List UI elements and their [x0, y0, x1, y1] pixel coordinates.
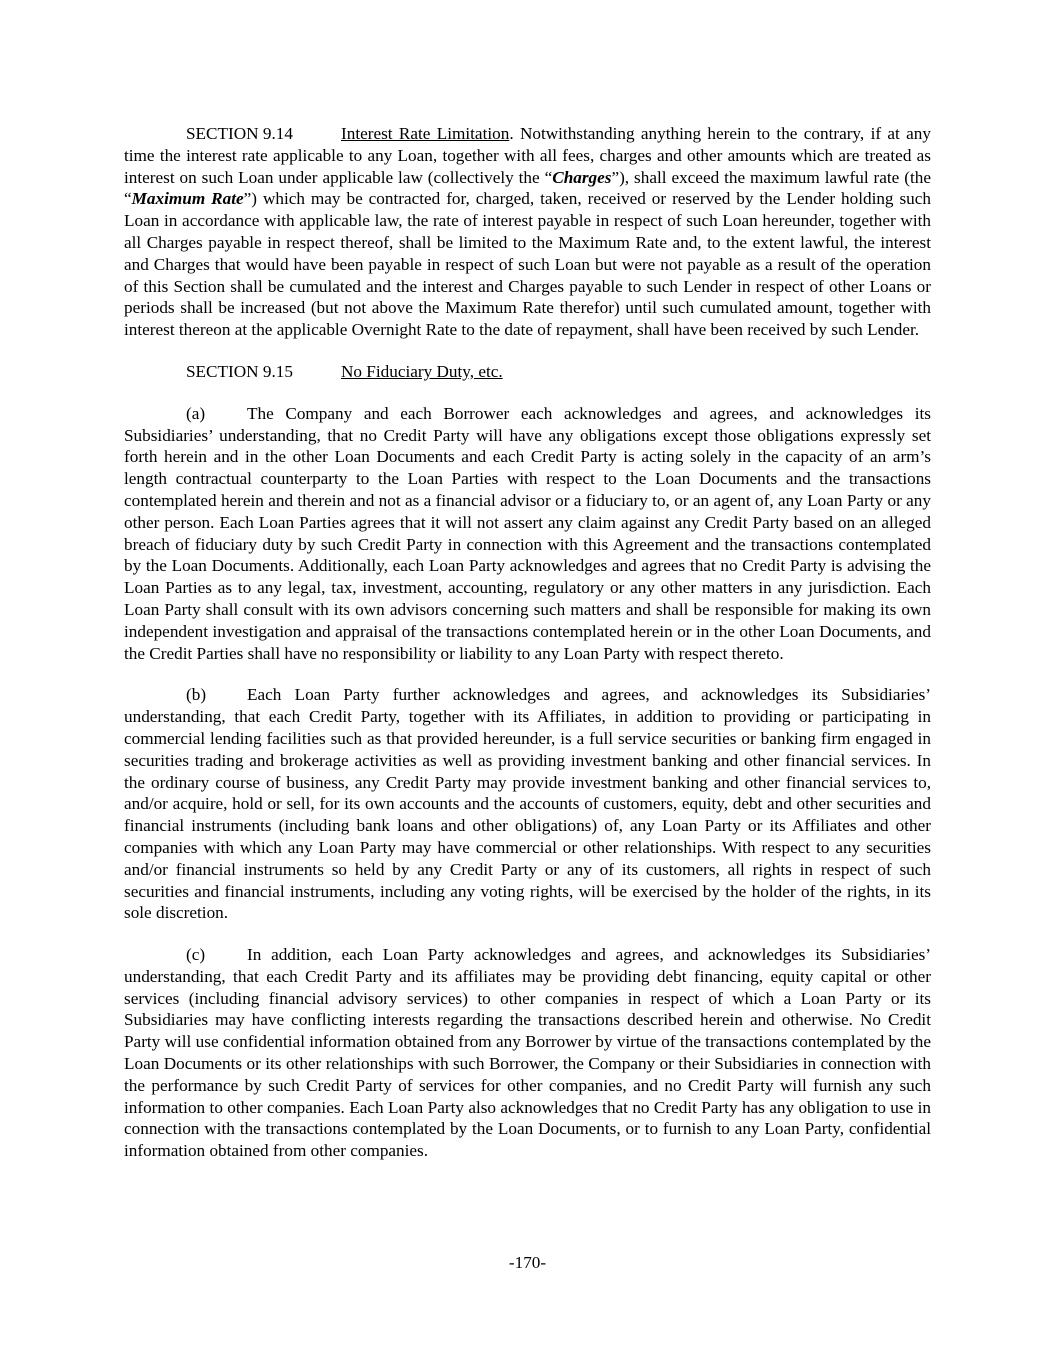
section-9-15-paragraph-b: [124, 684, 931, 924]
paragraph-c-label: (c): [186, 945, 206, 965]
defined-term-charges: Charges: [552, 167, 612, 187]
section-9-14-paragraph: [124, 123, 931, 341]
section-9-15-number: SECTION 9.15: [186, 361, 293, 381]
section-9-14-number: SECTION 9.14: [186, 124, 293, 143]
section-9-14-text-2: ”), shall exceed the maximum lawful rate (the “: [124, 167, 931, 209]
section-9-14-title-period: .: [509, 124, 514, 143]
section-9-15-title: No Fiduciary Duty, etc.: [341, 361, 503, 381]
page-number: -170-: [508, 1253, 547, 1272]
paragraph-a-text: The Company and each Borrower each acknowledges and agrees, and acknowledges its Subsidiaries’ understanding, that no Credit Party will have any obligations except those obligations expressly set forth herein and in the other Loan Documents and each Credit Party is acting solely in the capacity of an arm’s length contractual counterparty to the Loan Parties with respect to the Loan Documents and the transactions contemplated herein and therein and not as a financial advisor or a fiduciary to, or an agent of, any Loan Party or any other person. Each Loan Parties agrees that it will not assert any claim against any Credit Party based on an alleged breach of fiduciary duty by such Credit Party in connection with this Agreement and the transactions contemplated by the Loan Documents. Additionally, each Loan Party acknowledges and agrees that no Credit Party is advising the Loan Parties as to any legal, tax, investment, accounting, regulatory or any other matters in any jurisdiction. Each Loan Party shall consult with its own advisors concerning such matters and shall be responsible for making its own independent investigation and appraisal of the transactions contemplated herein or in the other Loan Documents, and the Credit Parties shall have no responsibility or liability to any Loan Party with respect thereto.: [124, 403, 931, 663]
paragraph-b-label: (b): [186, 685, 207, 705]
section-9-14-text-3: ”) which may be contracted for, charged, taken, received or reserved by the Lender holding such Loan in accordance with applicable law, the rate of interest payable in respect of such Loan hereunder, together with all Charges payable in respect thereof, shall be limited to the Maximum Rate and, to the extent lawful, the interest and Charges that would have been payable in respect of such Loan but were not payable as a result of the operation of this Section shall be cumulated and the interest and Charges payable to such Lender in respect of other Loans or periods shall be increased (but not above the Maximum Rate therefor) until such cumulated amount, together with interest thereon at the applicable Overnight Rate to the date of repayment, shall have been received by such Lender.: [124, 189, 931, 340]
paragraph-a-label: (a): [186, 403, 206, 423]
section-9-15-paragraph-a: [124, 403, 931, 665]
document-page: [124, 123, 931, 1182]
section-9-15-paragraph-c: [124, 944, 931, 1162]
section-9-15-heading: [124, 361, 931, 383]
section-9-14-title: Interest Rate Limitation: [341, 124, 510, 143]
paragraph-c-text: In addition, each Loan Party acknowledges and agrees, and acknowledges its Subsidiaries’ understanding, that each Credit Party and its affiliates may be providing debt financing, equity capital or other services (including financial advisory services) to other companies in respect of which a Loan Party or its Subsidiaries may have conflicting interests regarding the transactions described herein and otherwise. No Credit Party will use confidential information obtained from any Borrower by virtue of the transactions contemplated by the Loan Documents or its other relationships with such Borrower, the Company or their Subsidiaries in connection with the performance by such Credit Party of services for other companies, and no Credit Party will furnish any such information to other companies. Each Loan Party also acknowledges that no Credit Party has any obligation to use in connection with the transactions contemplated by the Loan Documents, or to furnish to any Loan Party, confidential information obtained from other companies.: [124, 945, 931, 1161]
paragraph-b-text: Each Loan Party further acknowledges and agrees, and acknowledges its Subsidiaries’ understanding, that each Credit Party, together with its Affiliates, in addition to providing or participating in commercial lending facilities such as that provided hereunder, is a full service securities or banking firm engaged in securities trading and brokerage activities as well as providing investment banking and other financial services. In the ordinary course of business, any Credit Party may provide investment banking and other financial services to, and/or acquire, hold or sell, for its own accounts and the accounts of customers, equity, debt and other securities and financial instruments (including bank loans and other obligations) of, any Loan Party or its Affiliates and other companies with which any Loan Party may have commercial or other relationships. With respect to any securities and/or financial instruments so held by any Credit Party or any of its customers, all rights in respect of such securities and financial instruments, including any voting rights, will be exercised by the holder of the rights, in its sole discretion.: [124, 685, 931, 923]
section-9-14-text-1: Notwithstanding anything herein to the contrary, if at any time the interest rate applicable to any Loan, together with all fees, charges and other amounts which are treated as interest on such Loan under applicable law (collectively the “: [124, 124, 931, 187]
defined-term-maximum-rate: Maximum Rate: [131, 189, 244, 209]
